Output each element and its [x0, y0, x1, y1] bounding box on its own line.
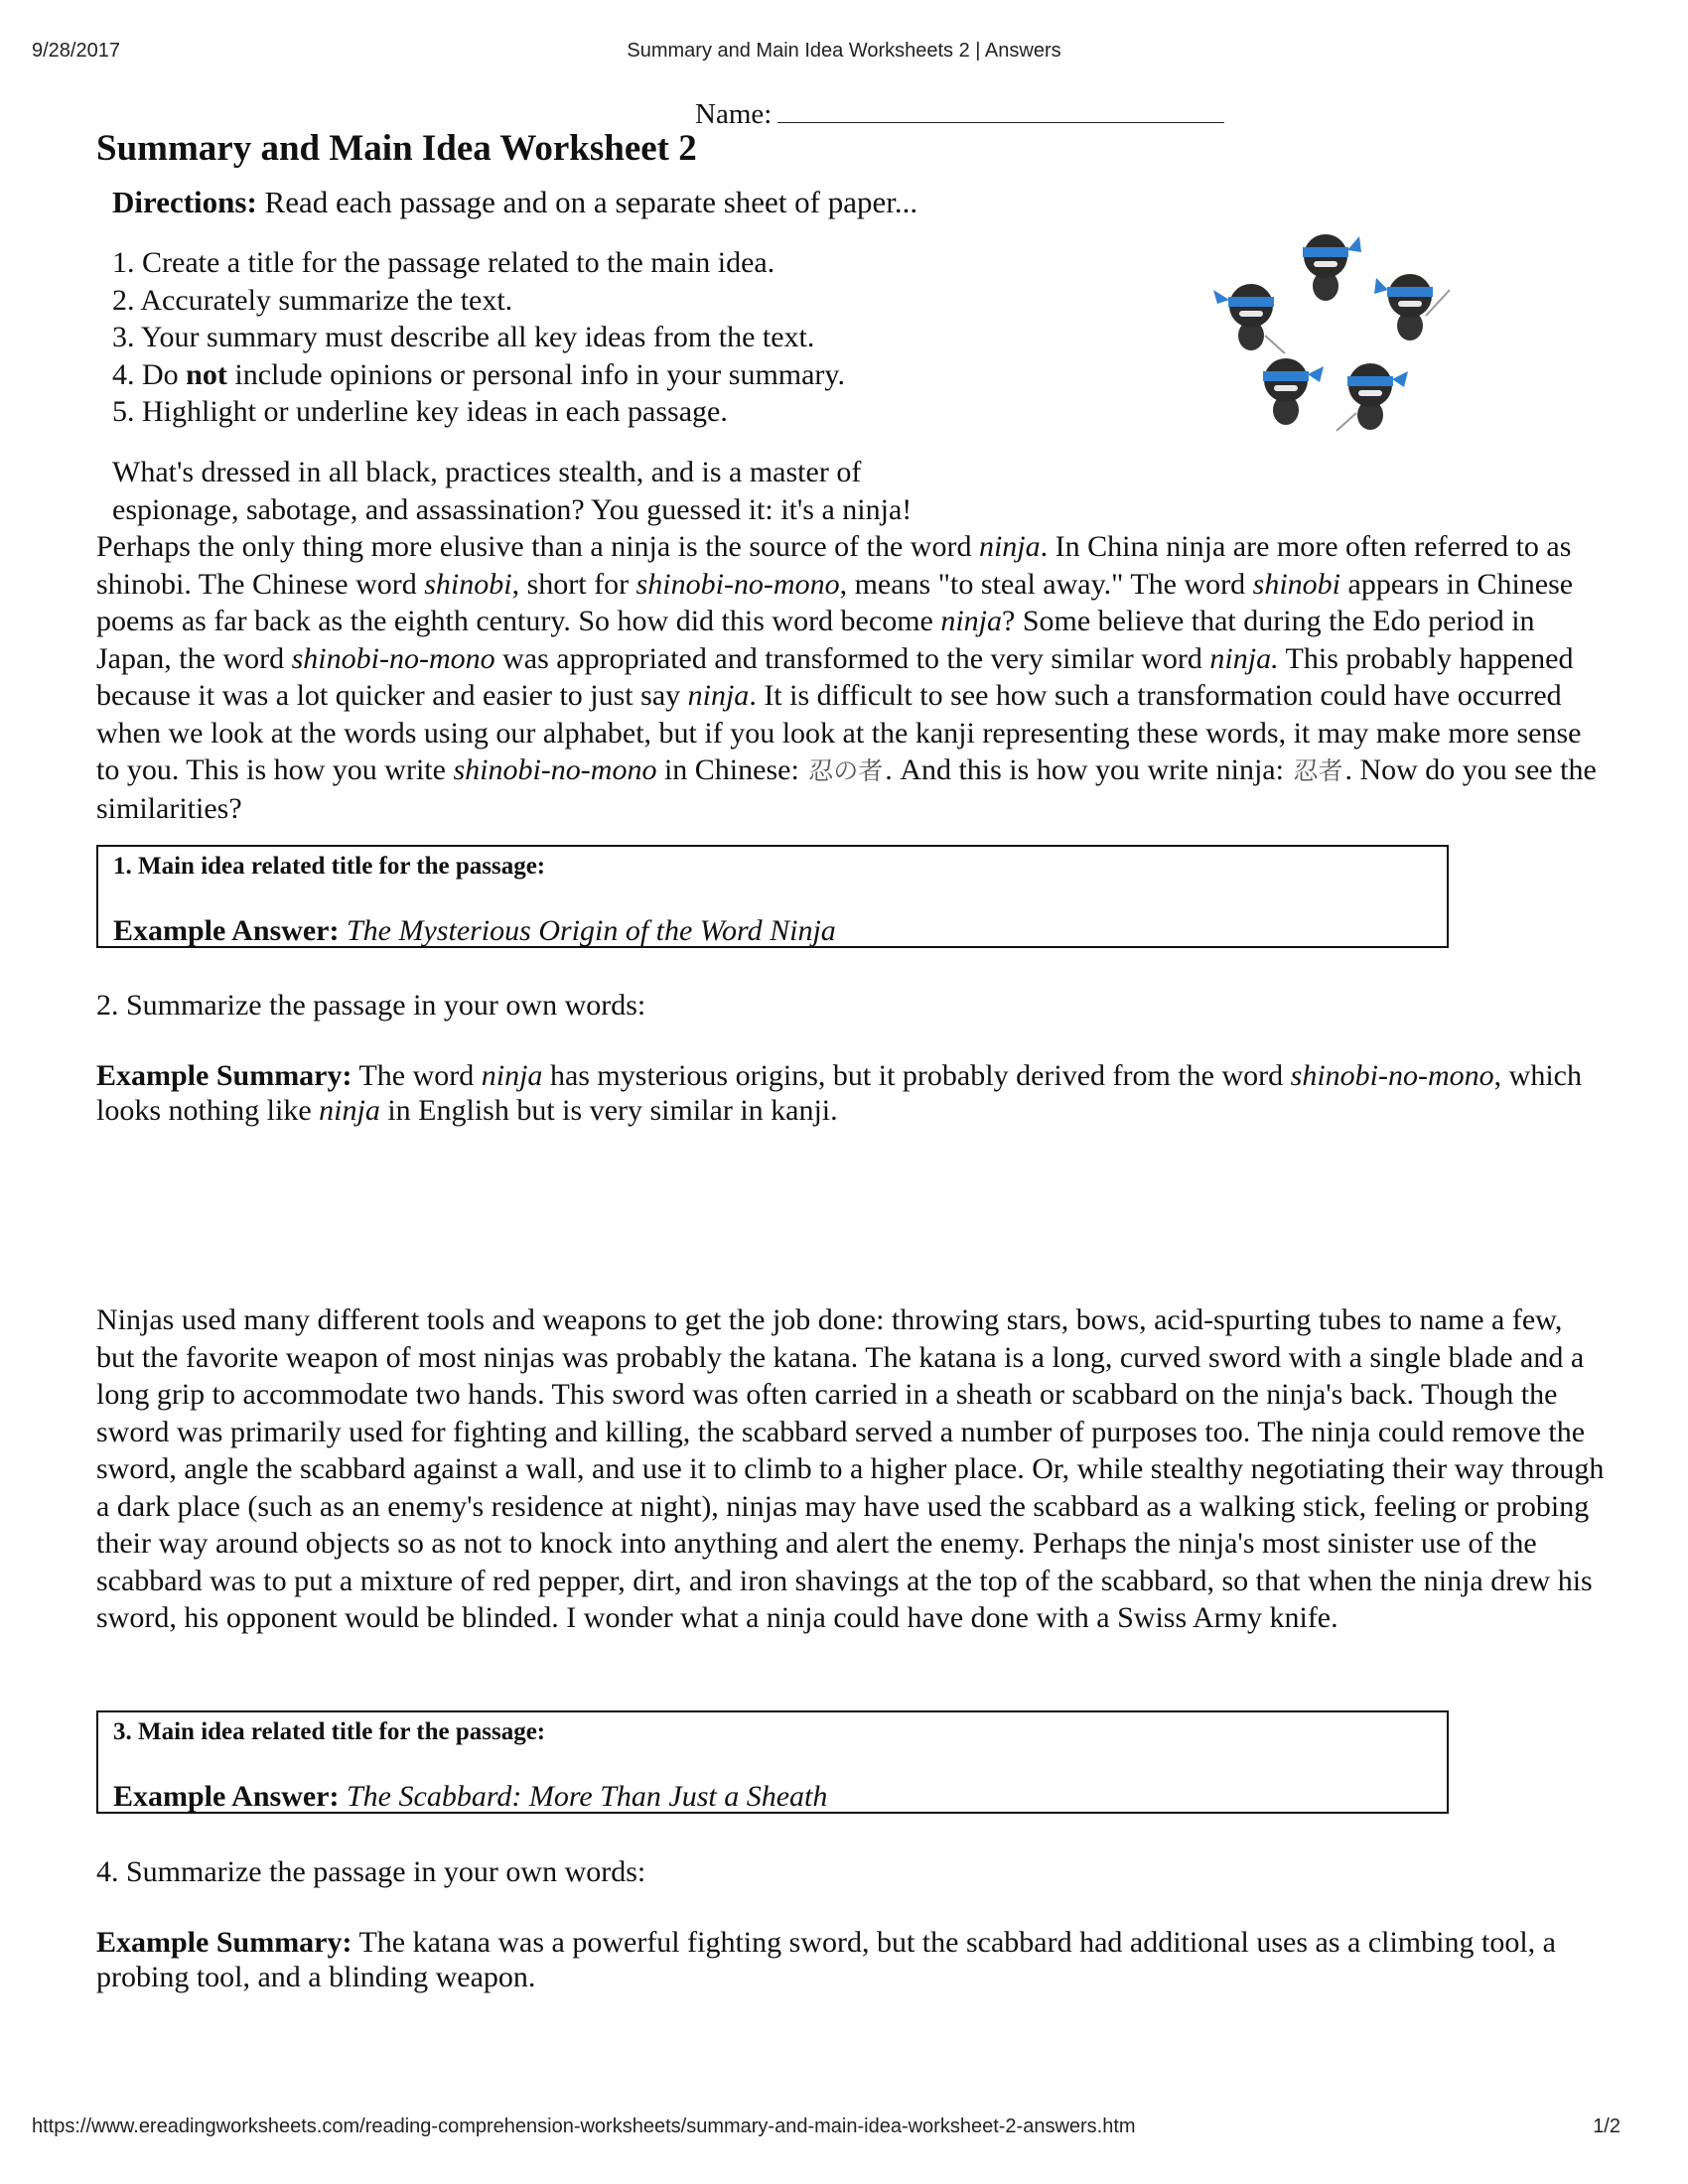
- answer-box-2: [96, 1710, 1449, 1814]
- example-summary-2: Example Summary: The katana was a powerful fighting sword, but the scabbard had additional uses as a climbing tool, a probing tool, and a blinding weapon.: [96, 1926, 1556, 1993]
- ninja-figure: [1336, 363, 1408, 431]
- passage1-intro: What's dressed in all black, practices stealth, and is a master of espionage, sabotage, and assassination? You guessed it: it's a ninja!: [112, 456, 913, 526]
- directions: [112, 185, 917, 220]
- step-item: 2. Accurately summarize the text.: [112, 283, 513, 317]
- ninja-figure: [1263, 358, 1324, 425]
- step-item: 5. Highlight or underline key ideas in each passage.: [112, 395, 728, 428]
- emphasis-not: not: [186, 357, 227, 391]
- example-answer: Example Answer: The Scabbard: More Than Just a Sheath: [113, 1780, 828, 1813]
- kanji-ninja: 忍者: [1293, 756, 1343, 785]
- print-date: 9/28/2017: [32, 40, 120, 62]
- passage2-body: Ninjas used many different tools and weapons to get the job done: throwing stars, bows, acid-spurting tubes to name a few, but the favorite weapon of most ninjas was probably the katana. The katana is a long, curved sword with a single blade and a long grip to accommodate two hands. This sword was often carried in a sheath or scabbard on the ninja's back. Though the sword was primarily used for fighting and killing, the scabbard served a number of purposes too. The ninja could remove the sword, angle the scabbard against a wall, and use it to climb to a higher place. Or, while stealthy negotiating their way through a dark place (such as an enemy's residence at night), ninjas may have used the scabbard as a walking stick, feeling or probing their way around objects so as not to knock into anything and alert the enemy. Perhaps the ninja's most sinister use of the scabbard was to put a mixture of red pepper, dirt, and iron shavings at the top of the scabbard, so that when the ninja drew his sword, his opponent would be blinded. I wonder what a ninja could have done with a Swiss Army knife.: [96, 1303, 1605, 1634]
- directions-label: Directions:: [112, 185, 257, 219]
- directions-text: Read each passage and on a separate sheet of paper...: [264, 185, 918, 219]
- footer-url: https://www.ereadingworksheets.com/reading-comprehension-worksheets/summary-and-main-idea-worksheet-2-answers.htm: [32, 2116, 1136, 2137]
- question-4: 4. Summarize the passage in your own words:: [96, 1855, 646, 1888]
- passage1-body: Perhaps the only thing more elusive than a ninja is the source of the word ninja. In China ninja are more often referred to as shinobi. The Chinese word shinobi, short for shinobi-no-mono, means "to steal away." The word shinobi appears in Chinese poems as far back as the eighth century. So how did this word become ninja? Some believe that during the Edo period in Japan, the word shinobi-no-mono was appropriated and transformed to the very similar word ninja. This probably happened because it was a lot quicker and easier to just say ninja. It is difficult to see how such a transformation could have occurred when we look at the words using our alphabet, but if you look at the kanji representing these words, it may make more sense to you. This is how you write shinobi-no-mono in Chinese: 忍の者. And this is how you write ninja: 忍者. Now do you see the similarities?: [96, 530, 1597, 825]
- example-answer: Example Answer: The Mysterious Origin of the Word Ninja: [113, 914, 836, 947]
- page-number: 1/2: [1593, 2116, 1620, 2137]
- step-item: 3. Your summary must describe all key ideas from the text.: [112, 321, 815, 353]
- kanji-shinobi-no-mono: 忍の者: [808, 756, 884, 785]
- answer-box-heading: 1. Main idea related title for the passage:: [113, 853, 546, 880]
- ninja-group-illustration: [1196, 197, 1465, 445]
- ninja-figure: [1374, 274, 1450, 341]
- ninja-figure: [1303, 234, 1361, 301]
- question-2: 2. Summarize the passage in your own words:: [96, 989, 646, 1022]
- directions-steps: [112, 244, 845, 431]
- step-item: 4. Do not include opinions or personal info in your summary.: [112, 357, 845, 391]
- example-summary-1: Example Summary: The word ninja has mysterious origins, but it probably derived from the word shinobi-no-mono, which looks nothing like ninja in English but is very similar in kanji.: [96, 1059, 1582, 1127]
- answer-box-heading: 3. Main idea related title for the passage:: [113, 1718, 546, 1745]
- print-header-title: Summary and Main Idea Worksheets 2 | Answers: [627, 40, 1061, 62]
- worksheet-title: Summary and Main Idea Worksheet 2: [96, 128, 697, 169]
- answer-box-1: [96, 845, 1449, 948]
- name-field: [695, 96, 1224, 131]
- step-item: 1. Create a title for the passage related to the main idea.: [112, 246, 775, 279]
- name-blank-line: [777, 96, 1224, 123]
- ninja-figure: [1213, 284, 1285, 353]
- name-label: Name:: [695, 98, 773, 130]
